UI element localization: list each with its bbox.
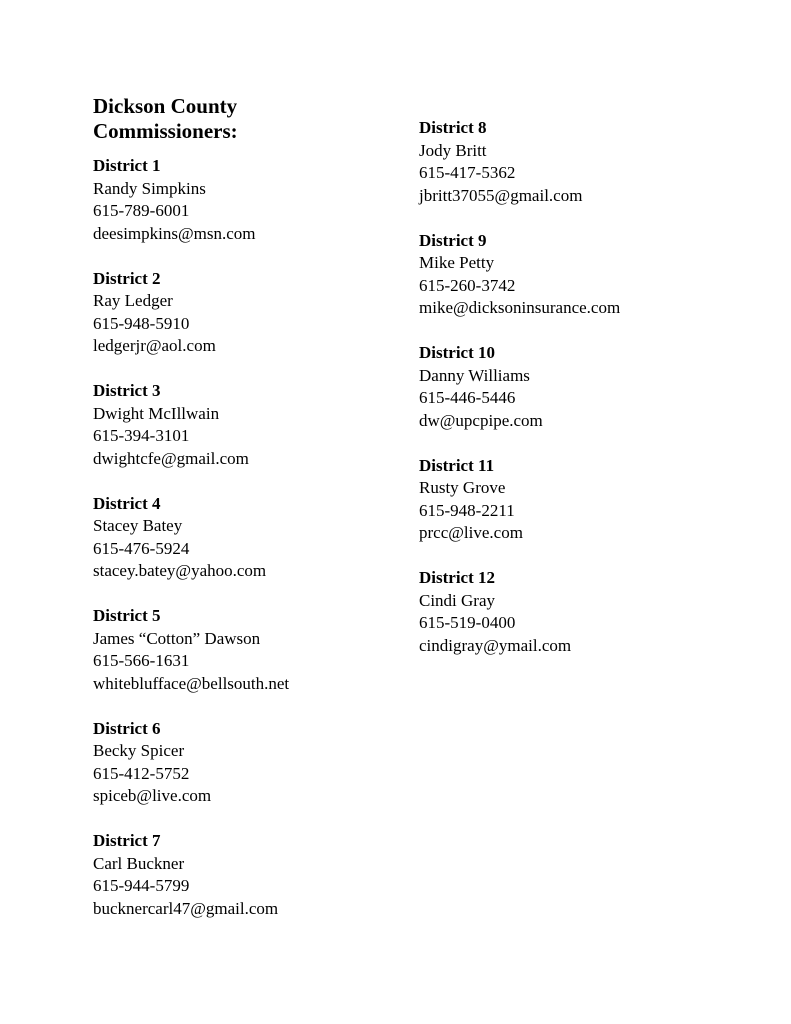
commissioner-name: Becky Spicer [93,741,185,761]
district-label: District 1 [93,156,161,175]
commissioner-phone: 615-260-3742 [419,275,516,295]
district-label: District 6 [93,718,161,738]
commissioner-email: spiceb@live.com [93,786,212,806]
district-label: District 4 [93,493,161,513]
commissioner-phone: 615-412-5752 [93,763,190,783]
commissioner-entry [93,268,423,381]
commissioner-phone: 615-789-6001 [93,201,190,221]
commissioner-name: Rusty Grove [419,478,506,498]
district-label: District 2 [93,268,161,288]
commissioner-email: stacey.batey@yahoo.com [93,561,267,581]
commissioner-phone: 615-446-5446 [419,388,516,408]
commissioner-name: Ray Ledger [93,291,173,311]
commissioner-phone: 615-948-5910 [93,313,190,333]
district-label: District 8 [419,118,487,137]
commissioner-name: Mike Petty [419,253,495,273]
commissioner-name: Cindi Gray [419,590,496,610]
commissioner-email: dwightcfe@gmail.com [93,448,249,468]
commissioner-entry [419,342,749,455]
district-label: District 5 [93,606,161,625]
commissioner-phone: 615-417-5362 [419,163,516,183]
commissioner-entry [419,567,749,680]
commissioner-name: Jody Britt [419,140,487,160]
commissioner-entry [93,605,423,718]
district-label: District 11 [419,455,495,475]
commissioner-email: bucknercarl47@gmail.com [93,898,279,918]
commissioner-name: Stacey Batey [93,516,183,536]
commissioner-email: cindigray@ymail.com [419,635,572,655]
commissioner-entry [419,117,749,230]
commissioner-name: Randy Simpkins [93,178,206,198]
commissioner-phone: 615-566-1631 [93,651,190,671]
commissioner-email: whiteblufface@bellsouth.net [93,673,290,693]
commissioner-entry [93,155,423,268]
district-label: District 10 [419,343,496,362]
district-label: District 12 [419,568,496,587]
commissioner-name: Danny Williams [419,365,530,385]
commissioner-phone: 615-944-5799 [93,876,190,896]
commissioner-entry [419,230,749,343]
commissioner-email: jbritt37055@gmail.com [419,185,583,205]
right-column [419,117,749,680]
district-label: District 7 [93,831,161,850]
page-title: Dickson County Commissioners: [93,94,238,143]
commissioner-email: prcc@live.com [419,523,523,543]
commissioner-phone: 615-519-0400 [419,613,516,633]
commissioner-phone: 615-948-2211 [419,500,515,520]
commissioner-name: James “Cotton” Dawson [93,628,261,648]
district-label: District 9 [419,230,487,250]
district-label: District 3 [93,381,161,400]
commissioner-name: Dwight McIllwain [93,403,220,423]
commissioner-email: mike@dicksoninsurance.com [419,298,621,318]
commissioner-email: deesimpkins@msn.com [93,223,256,243]
commissioner-entry [93,718,423,831]
commissioner-phone: 615-476-5924 [93,538,190,558]
commissioner-entry [93,380,423,493]
commissioner-name: Carl Buckner [93,853,185,873]
commissioner-email: dw@upcpipe.com [419,410,543,430]
left-column [93,155,423,943]
commissioner-entry [93,830,423,943]
commissioner-entry [93,493,423,606]
commissioner-entry [419,455,749,568]
commissioner-email: ledgerjr@aol.com [93,336,216,356]
commissioner-phone: 615-394-3101 [93,426,190,446]
